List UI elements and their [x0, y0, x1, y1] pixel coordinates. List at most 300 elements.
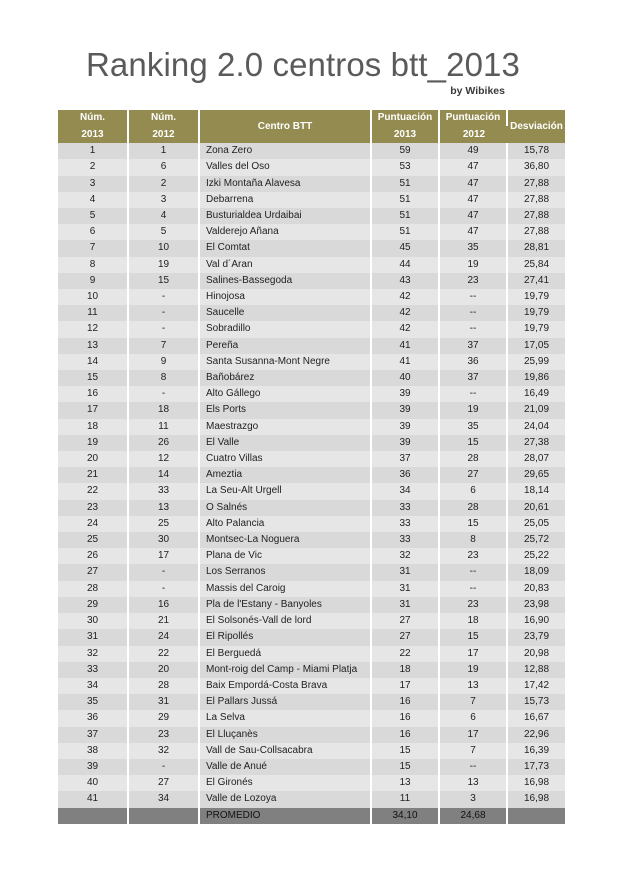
- cell-puntuacion-2013: 59: [372, 143, 440, 159]
- cell-puntuacion-2012: 19: [440, 257, 508, 273]
- table-row: [58, 646, 565, 662]
- cell-num-2013: 21: [58, 467, 129, 483]
- table-row: [58, 743, 565, 759]
- cell-centro-btt: Massis del Caroig: [200, 581, 372, 597]
- cell-num-2013: 13: [58, 338, 129, 354]
- cell-num-2013: 22: [58, 483, 129, 499]
- table-row: [58, 467, 565, 483]
- cell-puntuacion-2012: 23: [440, 548, 508, 564]
- cell-desviacion: 17,42: [508, 678, 565, 694]
- cell-num-2013: 41: [58, 791, 129, 807]
- table-row: [58, 257, 565, 273]
- cell-desviacion: 36,80: [508, 159, 565, 175]
- ranking-table-container: [58, 110, 565, 824]
- cell-num-2013: 33: [58, 662, 129, 678]
- cell-puntuacion-2013: 53: [372, 159, 440, 175]
- cell-centro-btt: El Lluçanès: [200, 727, 372, 743]
- cell-num-2012: -: [129, 564, 200, 580]
- cell-num-2013: 15: [58, 370, 129, 386]
- cell-num-2012: 10: [129, 240, 200, 256]
- cell-desviacion: 16,67: [508, 710, 565, 726]
- table-row: [58, 321, 565, 337]
- cell-puntuacion-2012: 36: [440, 354, 508, 370]
- table-row: [58, 516, 565, 532]
- cell-num-2012: 1: [129, 143, 200, 159]
- cell-desviacion: 12,88: [508, 662, 565, 678]
- cell-desviacion: 18,09: [508, 564, 565, 580]
- cell-num-2013: 2: [58, 159, 129, 175]
- cell-desviacion: 23,79: [508, 629, 565, 645]
- cell-puntuacion-2012: 7: [440, 743, 508, 759]
- cell-num-2013: 28: [58, 581, 129, 597]
- cell-puntuacion-2012: 35: [440, 240, 508, 256]
- table-row: [58, 143, 565, 159]
- table-row: [58, 581, 565, 597]
- cell-num-2012: -: [129, 581, 200, 597]
- promedio-puntuacion-2013: 34,10: [372, 808, 440, 824]
- table-row: [58, 435, 565, 451]
- cell-puntuacion-2012: 23: [440, 597, 508, 613]
- cell-num-2012: 19: [129, 257, 200, 273]
- cell-puntuacion-2012: 7: [440, 694, 508, 710]
- cell-centro-btt: Els Ports: [200, 402, 372, 418]
- cell-puntuacion-2012: 8: [440, 532, 508, 548]
- table-row: [58, 710, 565, 726]
- cell-desviacion: 27,88: [508, 224, 565, 240]
- cell-centro-btt: Hinojosa: [200, 289, 372, 305]
- cell-num-2013: 24: [58, 516, 129, 532]
- table-row: [58, 532, 565, 548]
- cell-puntuacion-2013: 39: [372, 435, 440, 451]
- cell-desviacion: 27,38: [508, 435, 565, 451]
- table-row: [58, 759, 565, 775]
- cell-num-2013: 3: [58, 176, 129, 192]
- table-row: [58, 678, 565, 694]
- cell-puntuacion-2012: 47: [440, 192, 508, 208]
- cell-centro-btt: Zona Zero: [200, 143, 372, 159]
- cell-puntuacion-2012: 15: [440, 516, 508, 532]
- cell-num-2013: 5: [58, 208, 129, 224]
- header-puntuacion-2013-line1: Puntuación: [372, 110, 440, 126]
- cell-num-2013: 6: [58, 224, 129, 240]
- cell-puntuacion-2013: 33: [372, 516, 440, 532]
- cell-puntuacion-2012: --: [440, 289, 508, 305]
- cell-num-2012: 28: [129, 678, 200, 694]
- cell-puntuacion-2013: 36: [372, 467, 440, 483]
- table-header: [58, 110, 565, 143]
- cell-centro-btt: El Solsonés-Vall de lord: [200, 613, 372, 629]
- page-title: Ranking 2.0 centros btt_2013: [86, 46, 520, 83]
- table-row: [58, 176, 565, 192]
- cell-centro-btt: Debarrena: [200, 192, 372, 208]
- cell-puntuacion-2013: 39: [372, 402, 440, 418]
- cell-puntuacion-2012: 18: [440, 613, 508, 629]
- table-row: [58, 419, 565, 435]
- table-row: [58, 727, 565, 743]
- cell-num-2013: 10: [58, 289, 129, 305]
- cell-puntuacion-2013: 41: [372, 354, 440, 370]
- table-row: [58, 386, 565, 402]
- title-block: [0, 46, 625, 97]
- cell-puntuacion-2013: 27: [372, 629, 440, 645]
- cell-desviacion: 19,79: [508, 305, 565, 321]
- cell-num-2012: 25: [129, 516, 200, 532]
- cell-num-2012: 16: [129, 597, 200, 613]
- cell-puntuacion-2012: 35: [440, 419, 508, 435]
- table-row: [58, 305, 565, 321]
- cell-puntuacion-2012: 47: [440, 224, 508, 240]
- cell-num-2012: 30: [129, 532, 200, 548]
- cell-puntuacion-2012: --: [440, 305, 508, 321]
- cell-puntuacion-2012: 28: [440, 500, 508, 516]
- cell-desviacion: 17,05: [508, 338, 565, 354]
- cell-num-2013: 23: [58, 500, 129, 516]
- cell-num-2013: 35: [58, 694, 129, 710]
- cell-desviacion: 27,88: [508, 208, 565, 224]
- cell-desviacion: 16,49: [508, 386, 565, 402]
- cell-num-2012: 14: [129, 467, 200, 483]
- table-row: [58, 224, 565, 240]
- cell-desviacion: 20,61: [508, 500, 565, 516]
- cell-centro-btt: El Berguedá: [200, 646, 372, 662]
- promedio-num-2012: [129, 808, 200, 824]
- cell-centro-btt: Pereña: [200, 338, 372, 354]
- cell-num-2012: 22: [129, 646, 200, 662]
- cell-puntuacion-2013: 43: [372, 273, 440, 289]
- cell-centro-btt: Baix Empordá-Costa Brava: [200, 678, 372, 694]
- cell-puntuacion-2013: 34: [372, 483, 440, 499]
- cell-centro-btt: Plana de Vic: [200, 548, 372, 564]
- cell-num-2012: -: [129, 759, 200, 775]
- cell-num-2013: 19: [58, 435, 129, 451]
- promedio-label: PROMEDIO: [200, 808, 372, 824]
- cell-num-2012: 21: [129, 613, 200, 629]
- cell-num-2012: 8: [129, 370, 200, 386]
- cell-desviacion: 25,05: [508, 516, 565, 532]
- cell-centro-btt: La Selva: [200, 710, 372, 726]
- cell-puntuacion-2012: 15: [440, 435, 508, 451]
- header-num-2012-line1: Núm.: [129, 110, 200, 126]
- cell-num-2013: 4: [58, 192, 129, 208]
- header-num-2012-line2: 2012: [129, 126, 200, 143]
- table-row: [58, 240, 565, 256]
- cell-puntuacion-2012: 37: [440, 370, 508, 386]
- cell-centro-btt: Salines-Bassegoda: [200, 273, 372, 289]
- cell-centro-btt: Alto Palancia: [200, 516, 372, 532]
- cell-desviacion: 15,73: [508, 694, 565, 710]
- cell-puntuacion-2013: 44: [372, 257, 440, 273]
- table-row: [58, 289, 565, 305]
- cell-puntuacion-2013: 40: [372, 370, 440, 386]
- cell-puntuacion-2012: 15: [440, 629, 508, 645]
- cell-num-2013: 39: [58, 759, 129, 775]
- cell-centro-btt: Los Serranos: [200, 564, 372, 580]
- table-row: [58, 402, 565, 418]
- cell-num-2013: 1: [58, 143, 129, 159]
- table-row: [58, 597, 565, 613]
- cell-centro-btt: Valle de Anué: [200, 759, 372, 775]
- cell-num-2013: 17: [58, 402, 129, 418]
- cell-num-2012: 27: [129, 775, 200, 791]
- cell-puntuacion-2012: --: [440, 386, 508, 402]
- page-subtitle: by Wibikes: [450, 85, 505, 97]
- cell-desviacion: 18,14: [508, 483, 565, 499]
- cell-puntuacion-2013: 51: [372, 224, 440, 240]
- cell-centro-btt: Busturialdea Urdaibai: [200, 208, 372, 224]
- cell-puntuacion-2013: 39: [372, 419, 440, 435]
- table-row: [58, 192, 565, 208]
- cell-desviacion: 22,96: [508, 727, 565, 743]
- cell-puntuacion-2012: 13: [440, 678, 508, 694]
- cell-puntuacion-2012: --: [440, 759, 508, 775]
- cell-num-2012: 7: [129, 338, 200, 354]
- cell-puntuacion-2013: 31: [372, 597, 440, 613]
- cell-puntuacion-2013: 16: [372, 727, 440, 743]
- cell-puntuacion-2012: 47: [440, 159, 508, 175]
- cell-centro-btt: El Ripollés: [200, 629, 372, 645]
- cell-desviacion: 29,65: [508, 467, 565, 483]
- cell-num-2012: -: [129, 321, 200, 337]
- cell-desviacion: 27,41: [508, 273, 565, 289]
- cell-desviacion: 24,04: [508, 419, 565, 435]
- cell-num-2013: 36: [58, 710, 129, 726]
- table-row-promedio: [58, 808, 565, 824]
- cell-puntuacion-2013: 15: [372, 759, 440, 775]
- cell-desviacion: 27,88: [508, 176, 565, 192]
- cell-puntuacion-2012: --: [440, 581, 508, 597]
- cell-puntuacion-2013: 31: [372, 564, 440, 580]
- cell-desviacion: 19,79: [508, 289, 565, 305]
- cell-num-2012: 12: [129, 451, 200, 467]
- table-row: [58, 370, 565, 386]
- header-num-2013-line1: Núm.: [58, 110, 129, 126]
- table-row: [58, 500, 565, 516]
- cell-desviacion: 19,86: [508, 370, 565, 386]
- cell-puntuacion-2012: 3: [440, 791, 508, 807]
- cell-desviacion: 16,98: [508, 775, 565, 791]
- cell-num-2012: 31: [129, 694, 200, 710]
- cell-puntuacion-2013: 31: [372, 581, 440, 597]
- header-row-line1: [58, 110, 565, 126]
- cell-desviacion: 20,98: [508, 646, 565, 662]
- cell-puntuacion-2013: 51: [372, 208, 440, 224]
- cell-num-2013: 18: [58, 419, 129, 435]
- cell-desviacion: 21,09: [508, 402, 565, 418]
- cell-centro-btt: El Gironés: [200, 775, 372, 791]
- cell-puntuacion-2013: 45: [372, 240, 440, 256]
- table-row: [58, 564, 565, 580]
- cell-num-2013: 27: [58, 564, 129, 580]
- cell-centro-btt: Val d´Aran: [200, 257, 372, 273]
- cell-num-2012: 17: [129, 548, 200, 564]
- cell-puntuacion-2013: 33: [372, 532, 440, 548]
- header-puntuacion-2013-line2: 2013: [372, 126, 440, 143]
- cell-puntuacion-2012: --: [440, 321, 508, 337]
- cell-desviacion: 23,98: [508, 597, 565, 613]
- cell-centro-btt: Santa Susanna-Mont Negre: [200, 354, 372, 370]
- cell-num-2012: 26: [129, 435, 200, 451]
- promedio-desviacion: [508, 808, 565, 824]
- table-row: [58, 662, 565, 678]
- cell-num-2012: 24: [129, 629, 200, 645]
- cell-num-2013: 37: [58, 727, 129, 743]
- cell-puntuacion-2012: 23: [440, 273, 508, 289]
- cell-num-2013: 38: [58, 743, 129, 759]
- cell-num-2013: 9: [58, 273, 129, 289]
- cell-num-2013: 8: [58, 257, 129, 273]
- cell-puntuacion-2013: 15: [372, 743, 440, 759]
- cell-puntuacion-2013: 22: [372, 646, 440, 662]
- cell-puntuacion-2012: 6: [440, 483, 508, 499]
- cell-puntuacion-2012: --: [440, 564, 508, 580]
- cell-centro-btt: Pla de l'Estany - Banyoles: [200, 597, 372, 613]
- cell-desviacion: 20,83: [508, 581, 565, 597]
- table-row: [58, 775, 565, 791]
- cell-num-2012: 29: [129, 710, 200, 726]
- cell-centro-btt: Mont-roig del Camp - Miami Platja: [200, 662, 372, 678]
- cell-puntuacion-2013: 27: [372, 613, 440, 629]
- cell-centro-btt: Cuatro Villas: [200, 451, 372, 467]
- cell-centro-btt: La Seu-Alt Urgell: [200, 483, 372, 499]
- cell-num-2012: 4: [129, 208, 200, 224]
- cell-desviacion: 27,88: [508, 192, 565, 208]
- cell-centro-btt: Saucelle: [200, 305, 372, 321]
- cell-num-2013: 30: [58, 613, 129, 629]
- cell-puntuacion-2013: 16: [372, 710, 440, 726]
- cell-num-2012: 34: [129, 791, 200, 807]
- cell-num-2012: -: [129, 289, 200, 305]
- cell-centro-btt: Vall de Sau-Collsacabra: [200, 743, 372, 759]
- header-puntuacion-2012-line2: 2012: [440, 126, 508, 143]
- cell-num-2012: 6: [129, 159, 200, 175]
- table-row: [58, 613, 565, 629]
- table-row: [58, 483, 565, 499]
- table-row: [58, 694, 565, 710]
- cell-centro-btt: O Salnés: [200, 500, 372, 516]
- table-row: [58, 548, 565, 564]
- cell-num-2013: 31: [58, 629, 129, 645]
- cell-num-2013: 25: [58, 532, 129, 548]
- cell-desviacion: 16,98: [508, 791, 565, 807]
- cell-num-2012: 5: [129, 224, 200, 240]
- cell-centro-btt: Valderejo Añana: [200, 224, 372, 240]
- promedio-num-2013: [58, 808, 129, 824]
- cell-puntuacion-2013: 37: [372, 451, 440, 467]
- cell-puntuacion-2012: 37: [440, 338, 508, 354]
- cell-num-2012: 3: [129, 192, 200, 208]
- cell-centro-btt: El Pallars Jussá: [200, 694, 372, 710]
- cell-puntuacion-2012: 19: [440, 662, 508, 678]
- table-row: [58, 338, 565, 354]
- cell-num-2012: 32: [129, 743, 200, 759]
- cell-centro-btt: Sobradillo: [200, 321, 372, 337]
- cell-puntuacion-2013: 51: [372, 176, 440, 192]
- cell-puntuacion-2012: 49: [440, 143, 508, 159]
- cell-desviacion: 17,73: [508, 759, 565, 775]
- cell-num-2012: 2: [129, 176, 200, 192]
- cell-centro-btt: Ameztia: [200, 467, 372, 483]
- cell-puntuacion-2012: 17: [440, 727, 508, 743]
- cell-desviacion: 19,79: [508, 321, 565, 337]
- cell-puntuacion-2013: 41: [372, 338, 440, 354]
- cell-centro-btt: Maestrazgo: [200, 419, 372, 435]
- cell-num-2012: 9: [129, 354, 200, 370]
- cell-centro-btt: Montsec-La Noguera: [200, 532, 372, 548]
- cell-num-2013: 16: [58, 386, 129, 402]
- cell-puntuacion-2012: 47: [440, 208, 508, 224]
- cell-puntuacion-2013: 11: [372, 791, 440, 807]
- header-centro-btt: Centro BTT: [200, 110, 372, 143]
- cell-desviacion: 25,72: [508, 532, 565, 548]
- cell-desviacion: 25,84: [508, 257, 565, 273]
- cell-num-2012: -: [129, 305, 200, 321]
- cell-num-2012: -: [129, 386, 200, 402]
- cell-num-2013: 11: [58, 305, 129, 321]
- cell-num-2012: 13: [129, 500, 200, 516]
- cell-puntuacion-2012: 13: [440, 775, 508, 791]
- cell-puntuacion-2013: 33: [372, 500, 440, 516]
- cell-num-2013: 26: [58, 548, 129, 564]
- cell-puntuacion-2013: 13: [372, 775, 440, 791]
- cell-puntuacion-2013: 17: [372, 678, 440, 694]
- table-row: [58, 354, 565, 370]
- cell-puntuacion-2013: 18: [372, 662, 440, 678]
- cell-desviacion: 28,07: [508, 451, 565, 467]
- cell-centro-btt: Valle de Lozoya: [200, 791, 372, 807]
- ranking-table: [58, 110, 565, 824]
- cell-puntuacion-2013: 51: [372, 192, 440, 208]
- cell-num-2013: 7: [58, 240, 129, 256]
- cell-centro-btt: El Comtat: [200, 240, 372, 256]
- cell-puntuacion-2012: 6: [440, 710, 508, 726]
- cell-puntuacion-2013: 32: [372, 548, 440, 564]
- cell-puntuacion-2013: 42: [372, 321, 440, 337]
- cell-num-2013: 34: [58, 678, 129, 694]
- cell-puntuacion-2013: 42: [372, 305, 440, 321]
- cell-num-2013: 12: [58, 321, 129, 337]
- cell-desviacion: 25,22: [508, 548, 565, 564]
- cell-puntuacion-2013: 39: [372, 386, 440, 402]
- cell-desviacion: 15,78: [508, 143, 565, 159]
- cell-centro-btt: Bañobárez: [200, 370, 372, 386]
- cell-desviacion: 16,39: [508, 743, 565, 759]
- cell-num-2012: 18: [129, 402, 200, 418]
- cell-desviacion: 28,81: [508, 240, 565, 256]
- cell-desviacion: 25,99: [508, 354, 565, 370]
- promedio-puntuacion-2012: 24,68: [440, 808, 508, 824]
- cell-puntuacion-2012: 27: [440, 467, 508, 483]
- cell-num-2012: 11: [129, 419, 200, 435]
- cell-num-2012: 23: [129, 727, 200, 743]
- header-num-2013-line2: 2013: [58, 126, 129, 143]
- cell-num-2012: 20: [129, 662, 200, 678]
- cell-num-2012: 15: [129, 273, 200, 289]
- table-row: [58, 273, 565, 289]
- cell-num-2013: 32: [58, 646, 129, 662]
- cell-centro-btt: El Valle: [200, 435, 372, 451]
- cell-puntuacion-2012: 19: [440, 402, 508, 418]
- table-row: [58, 159, 565, 175]
- cell-puntuacion-2013: 42: [372, 289, 440, 305]
- table-body: [58, 143, 565, 824]
- cell-centro-btt: Valles del Oso: [200, 159, 372, 175]
- cell-centro-btt: Izki Montaña Alavesa: [200, 176, 372, 192]
- table-row: [58, 629, 565, 645]
- cell-num-2013: 20: [58, 451, 129, 467]
- table-row: [58, 791, 565, 807]
- cell-puntuacion-2012: 17: [440, 646, 508, 662]
- cell-puntuacion-2012: 47: [440, 176, 508, 192]
